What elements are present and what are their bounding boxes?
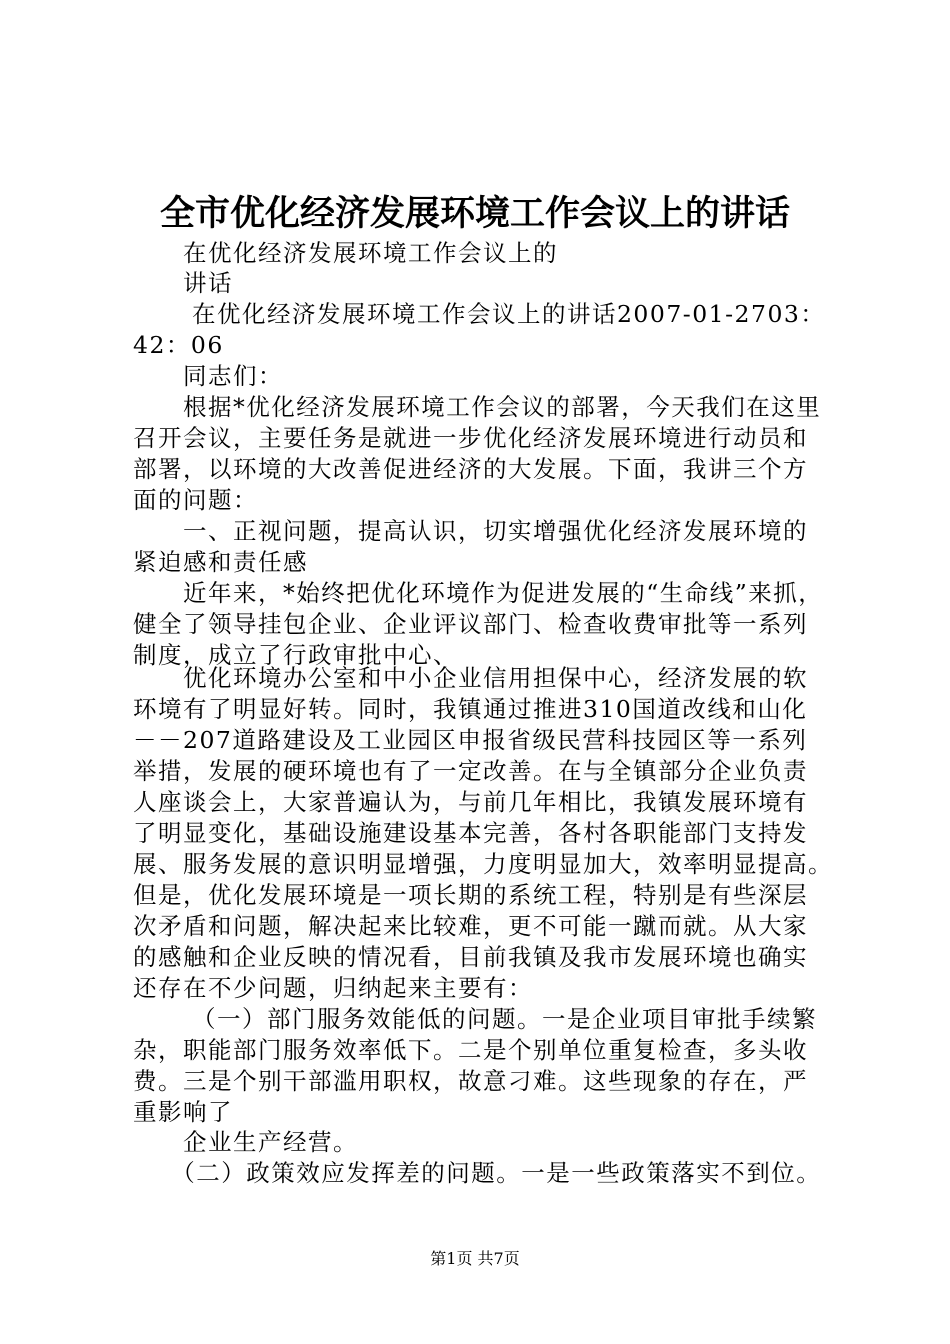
body-line: 召开会议，主要任务是就进一步优化经济发展环境进行动员和 bbox=[133, 424, 808, 452]
body-line: 次矛盾和问题，解决起来比较难，更不可能一蹴而就。从大家 bbox=[133, 912, 808, 940]
body-line: 了明显变化，基础设施建设基本完善，各村各职能部门支持发 bbox=[133, 819, 808, 847]
body-line: 费。三是个别干部滥用职权，故意刁难。这些现象的存在，严 bbox=[133, 1067, 808, 1095]
body-line: 同志们： bbox=[133, 362, 283, 390]
document-title: 全市优化经济发展环境工作会议上的讲话 bbox=[159, 193, 790, 234]
body-line: 健全了领导挂包企业、企业评议部门、检查收费审批等一系列 bbox=[133, 610, 808, 638]
body-line: 42：06 bbox=[133, 331, 224, 359]
body-line: 紧迫感和责任感 bbox=[133, 548, 308, 576]
body-line: 杂，职能部门服务效率低下。二是个别单位重复检查，多头收 bbox=[133, 1036, 808, 1064]
body-line: 重影响了 bbox=[133, 1098, 233, 1126]
body-line: 展、服务发展的意识明显增强，力度明显加大，效率明显提高。 bbox=[133, 850, 833, 878]
page-number-footer: 第1页 共7页 bbox=[430, 1249, 520, 1268]
body-line: 一、正视问题，提高认识，切实增强优化经济发展环境的 bbox=[133, 517, 808, 545]
body-line: 企业生产经营。 bbox=[133, 1128, 358, 1156]
body-line: 环境有了明显好转。同时，我镇通过推进310国道改线和山化 bbox=[133, 695, 808, 723]
body-line: 面的问题： bbox=[133, 486, 258, 514]
body-line: －－207道路建设及工业园区申报省级民营科技园区等一系列 bbox=[133, 726, 808, 754]
body-line: 制度，成立了行政审批中心、 bbox=[133, 641, 458, 669]
body-line: 人座谈会上，大家普遍认为，与前几年相比，我镇发展环境有 bbox=[133, 788, 808, 816]
body-line: 近年来，*始终把优化环境作为促进发展的“生命线”来抓， bbox=[133, 579, 824, 607]
body-line: 根据*优化经济发展环境工作会议的部署，今天我们在这里 bbox=[133, 393, 822, 421]
body-line: 部署，以环境的大改善促进经济的大发展。下面，我讲三个方 bbox=[133, 455, 808, 483]
body-line: （一）部门服务效能低的问题。一是企业项目审批手续繁 bbox=[133, 1005, 817, 1033]
body-line: 但是，优化发展环境是一项长期的系统工程，特别是有些深层 bbox=[133, 881, 808, 909]
body-line: 举措，发展的硬环境也有了一定改善。在与全镇部分企业负责 bbox=[133, 757, 808, 785]
body-line: 优化环境办公室和中小企业信用担保中心，经济发展的软 bbox=[133, 664, 808, 692]
body-line: 的感触和企业反映的情况看，目前我镇及我市发展环境也确实 bbox=[133, 943, 808, 971]
body-line: 在优化经济发展环境工作会议上的讲话2007-01-2703： bbox=[133, 300, 826, 328]
body-line: 还存在不少问题，归纳起来主要有： bbox=[133, 974, 533, 1002]
body-line: 讲话 bbox=[133, 269, 233, 297]
body-line: （二）政策效应发挥差的问题。一是一些政策落实不到位。 bbox=[133, 1159, 822, 1187]
body-line: 在优化经济发展环境工作会议上的 bbox=[133, 239, 558, 267]
